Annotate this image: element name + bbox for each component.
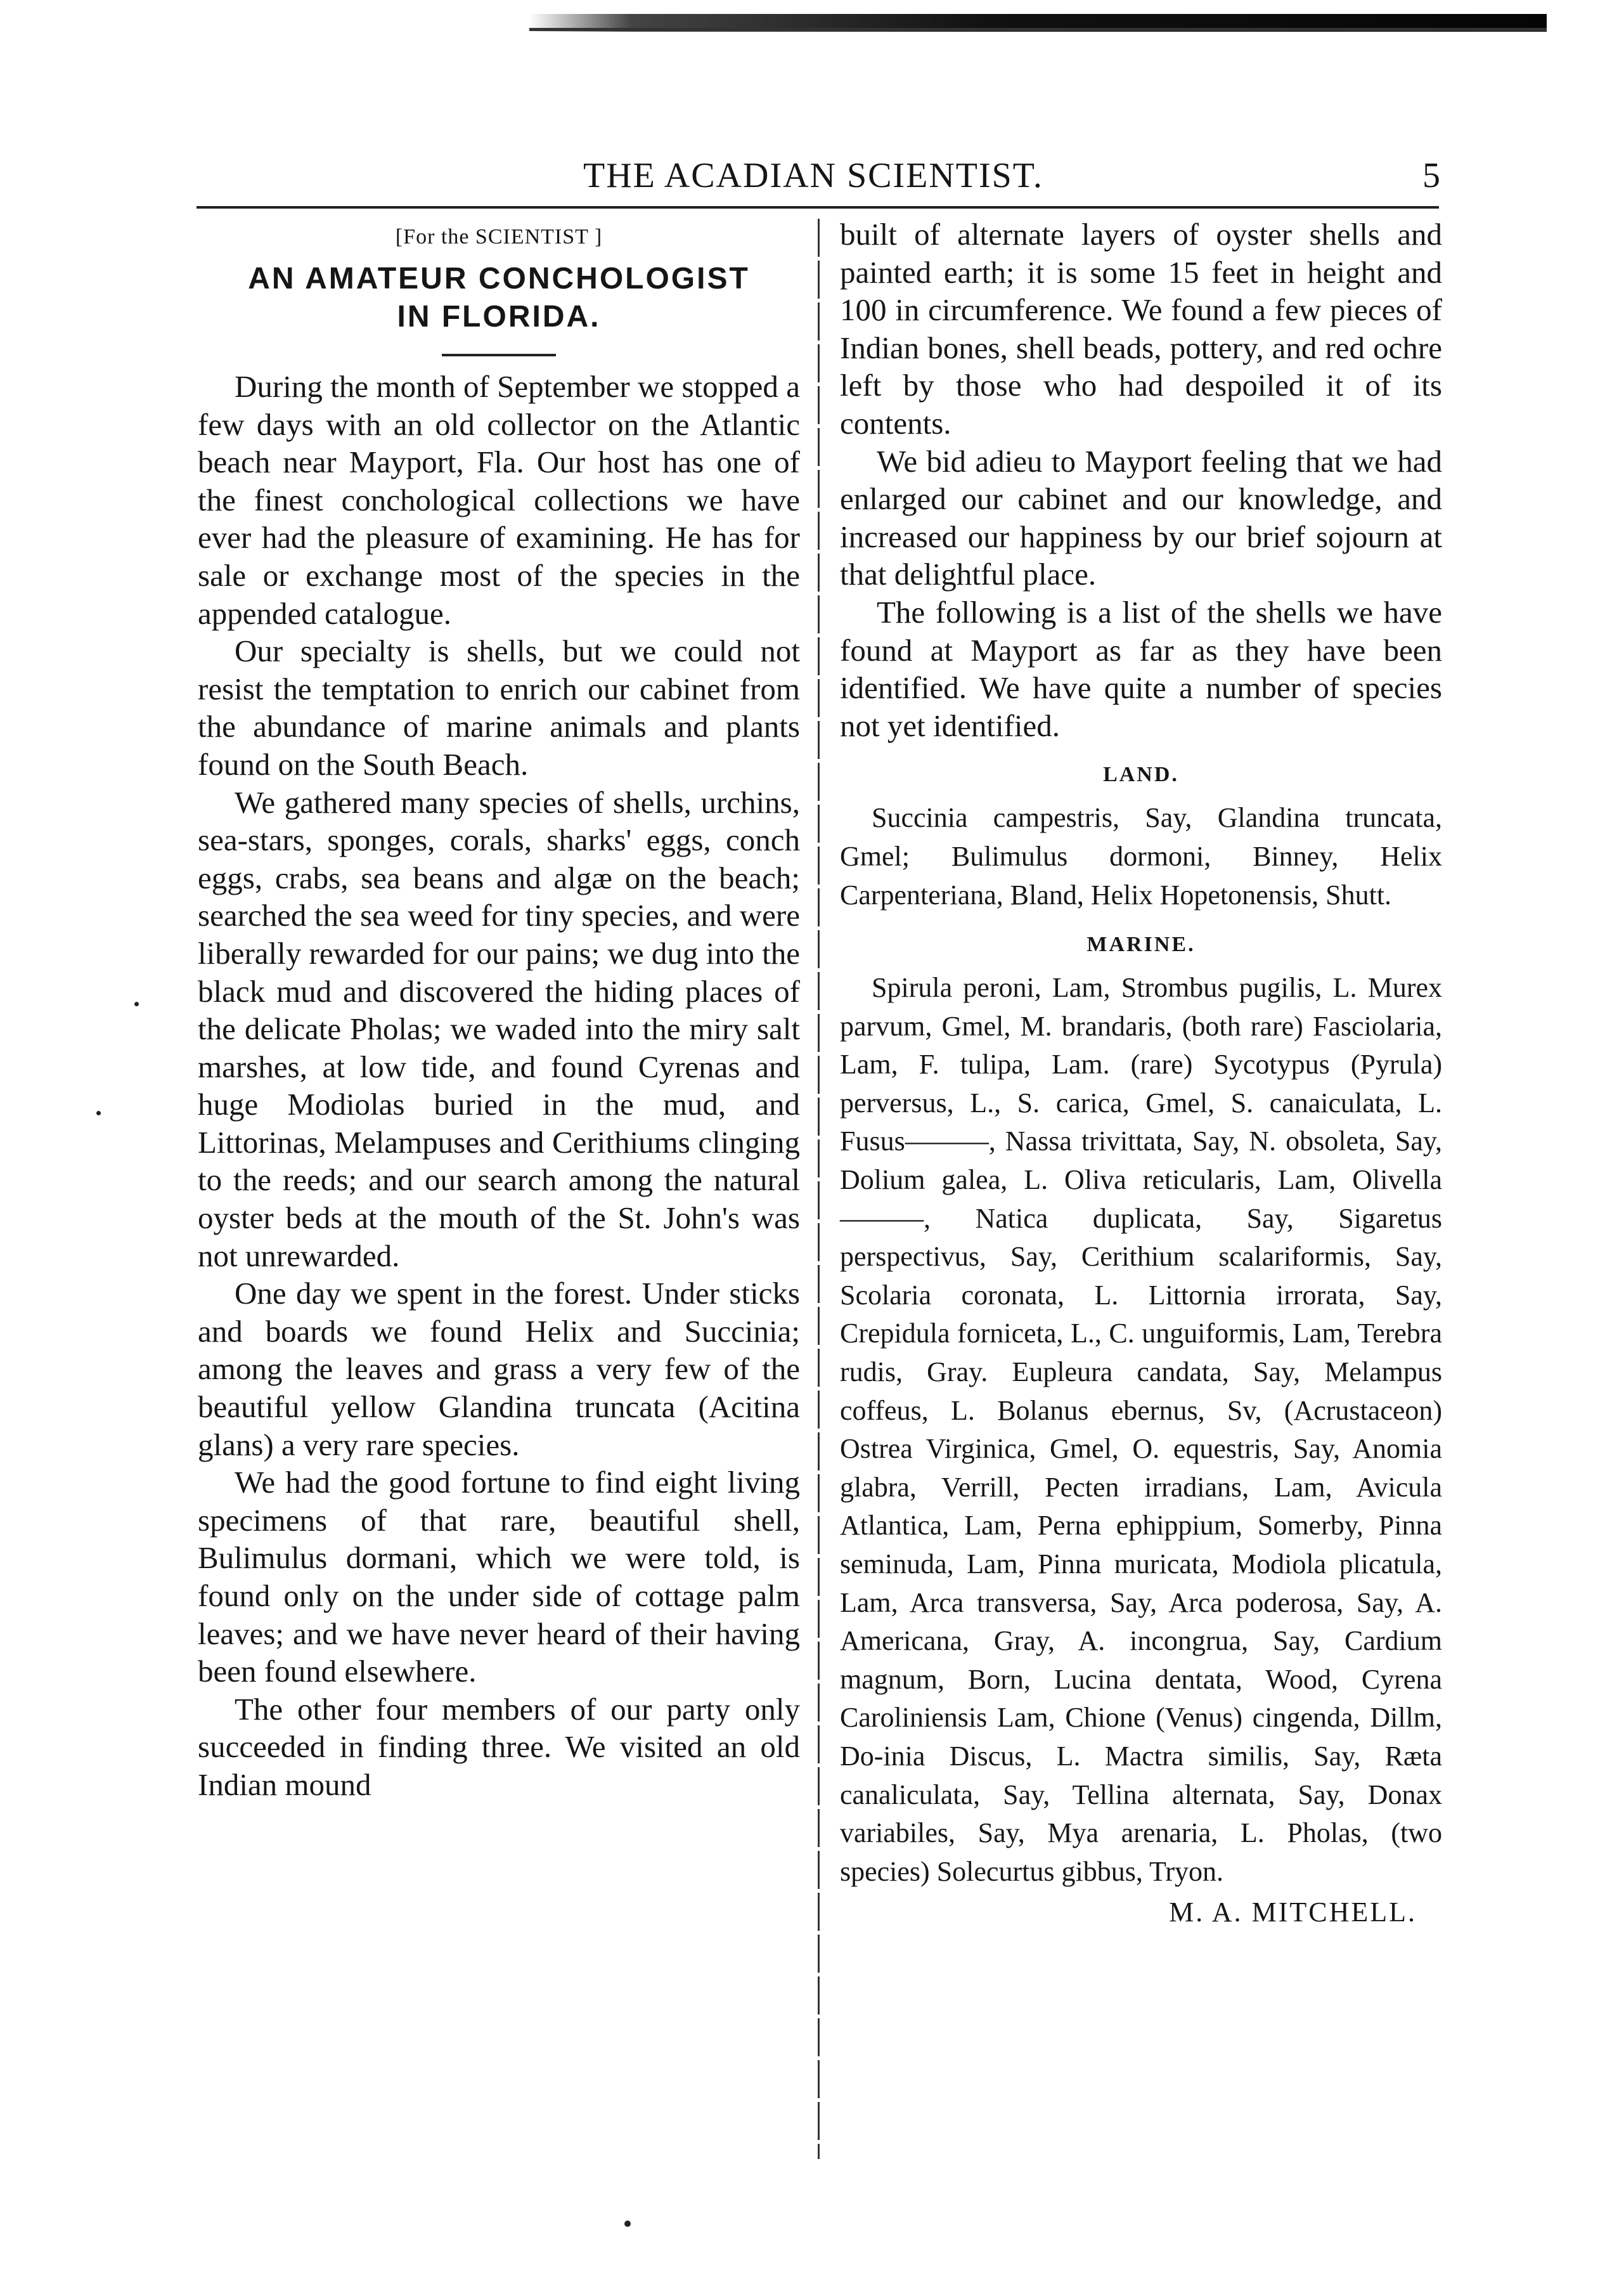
column-divider bbox=[818, 219, 820, 2159]
paragraph: One day we spent in the forest. Under sticks and boards we found Helix and Succinia; among the leaves and grass a very few of the beautiful yellow Glandina truncata (Acitina glans) a very rare species. bbox=[198, 1276, 800, 1462]
print-speck bbox=[134, 1002, 139, 1006]
print-speck bbox=[624, 2221, 631, 2227]
left-column bbox=[198, 216, 800, 1804]
paragraph: Our specialty is shells, but we could not resist the temptation to enrich our cabinet from the abundance of marine animals and plants found on the South Beach. bbox=[198, 633, 800, 782]
top-rule-thin bbox=[529, 28, 1547, 31]
article-title-line-2: IN FLORIDA. bbox=[397, 300, 601, 334]
marine-species-list: Spirula peroni, Lam, Strombus pugilis, L. Murex parvum, Gmel, M. brandaris, (both rare) Fasciolaria, Lam, F. tulipa, Lam. (rare) Sycotypus (Pyrula) perversus, L., S. carica, Gmel, S. canaiculata, L. Fusus———, Nassa trivittata, Say, N. obsoleta, Say, Dolium galea, L. Oliva reticularis, Lam, Olivella ———, Natica duplicata, Say, Sigaretus perspectivus, Say, Cerithium scalariformis, Say, Scolaria coronata, L. Littornia irrorata, Say, Crepidula forniceta, L., C. unguiformis, Lam, Terebra rudis, Gray. Eupleura candata, Say, Melampus coffeus, L. Bolanus ebernus, Sv, (Acrustaceon) Ostrea Virginica, Gmel, O. equestris, Say, Anomia glabra, Verrill, Pecten irradians, Lam, Avicula Atlantica, Lam, Perna ephippium, Somerby, Pinna seminuda, Lam, Pinna muricata, Modiola plicatula, Lam, Arca transversa, Say, Arca poderosa, Say, A. Americana, Gray, A. incongrua, Say, Cardium magnum, Born, Lucina dentata, Wood, Cyrena Caroliniensis Lam, Chione (Venus) cingenda, Dillm, Do-inia Discus, L. Mactra similis, Say, Ræta canaliculata, Say, Tellina alternata, Say, Donax variabiles, Say, Mya arenaria, L. Pholas, (two species) Solecurtus gibbus, Tryon. bbox=[840, 972, 1442, 1887]
paragraph: The other four members of our party only succeeded in finding three. We visited an old Indian mound bbox=[198, 1691, 800, 1802]
article-credit: [For the SCIENTIST ] bbox=[395, 225, 603, 249]
title-rule bbox=[442, 354, 556, 356]
land-species-list: Succinia campestris, Say, Glandina truncata, Gmel; Bulimulus dormoni, Binney, Helix Carpenteriana, Bland, Helix Hopetonensis, Shutt. bbox=[840, 802, 1442, 911]
left-body-text bbox=[198, 368, 800, 1804]
article-title bbox=[198, 260, 800, 336]
head-rule bbox=[197, 206, 1439, 209]
paragraph: During the month of September we stopped a few days with an old collector on the Atlantic beach near Mayport, Fla. Our host has one of the finest conchological collections we have ever had the pleasure of examining. He has for sale or exchange most of the species in the appended catalogue. bbox=[198, 369, 800, 631]
author-signature: M. A. MITCHELL. bbox=[1169, 1897, 1417, 1928]
right-body-text bbox=[840, 216, 1442, 744]
page-number: 5 bbox=[1422, 156, 1440, 195]
paragraph: We bid adieu to Mayport feeling that we had enlarged our cabinet and our knowledge, and increased our happiness by our brief sojourn at that delightful place. bbox=[840, 443, 1442, 592]
article-title-line-1: AN AMATEUR CONCHOLOGIST bbox=[248, 262, 750, 295]
paragraph: We had the good fortune to find eight living specimens of that rare, beautiful shell, Bulimulus dormani, which we were told, is found only on the under side of cottage palm leaves; and we have never heard of their having been found elsewhere. bbox=[198, 1465, 800, 1689]
marine-heading: MARINE. bbox=[1086, 933, 1196, 957]
right-column bbox=[840, 216, 1442, 1931]
paragraph-continued: built of alternate layers of oyster shells and painted earth; it is some 15 feet in height and 100 in circumference. We found a few pieces of Indian bones, shell beads, pottery, and red ochre left by those who had despoiled it of its contents. bbox=[840, 217, 1442, 441]
print-speck bbox=[96, 1111, 101, 1115]
land-heading: LAND. bbox=[1103, 763, 1179, 787]
paragraph: The following is a list of the shells we have found at Mayport as far as they have been identified. We have quite a number of species not yet identified. bbox=[840, 594, 1442, 743]
running-title: THE ACADIAN SCIENTIST. bbox=[583, 156, 1043, 195]
running-head bbox=[190, 153, 1445, 198]
paragraph: We gathered many species of shells, urchins, sea-stars, sponges, corals, sharks' eggs, conch eggs, crabs, sea beans and algæ on the beach; searched the sea weed for tiny species, and were liberally rewarded for our pains; we dug into the black mud and discovered the hiding places of the delicate Pholas; we waded into the miry salt marshes, at low tide, and found Cyrenas and huge Modiolas buried in the mud, and Littorinas, Melampuses and Cerithiums clinging to the reeds; and our search among the natural oyster beds at the mouth of the St. John's was not unrewarded. bbox=[198, 784, 800, 1273]
